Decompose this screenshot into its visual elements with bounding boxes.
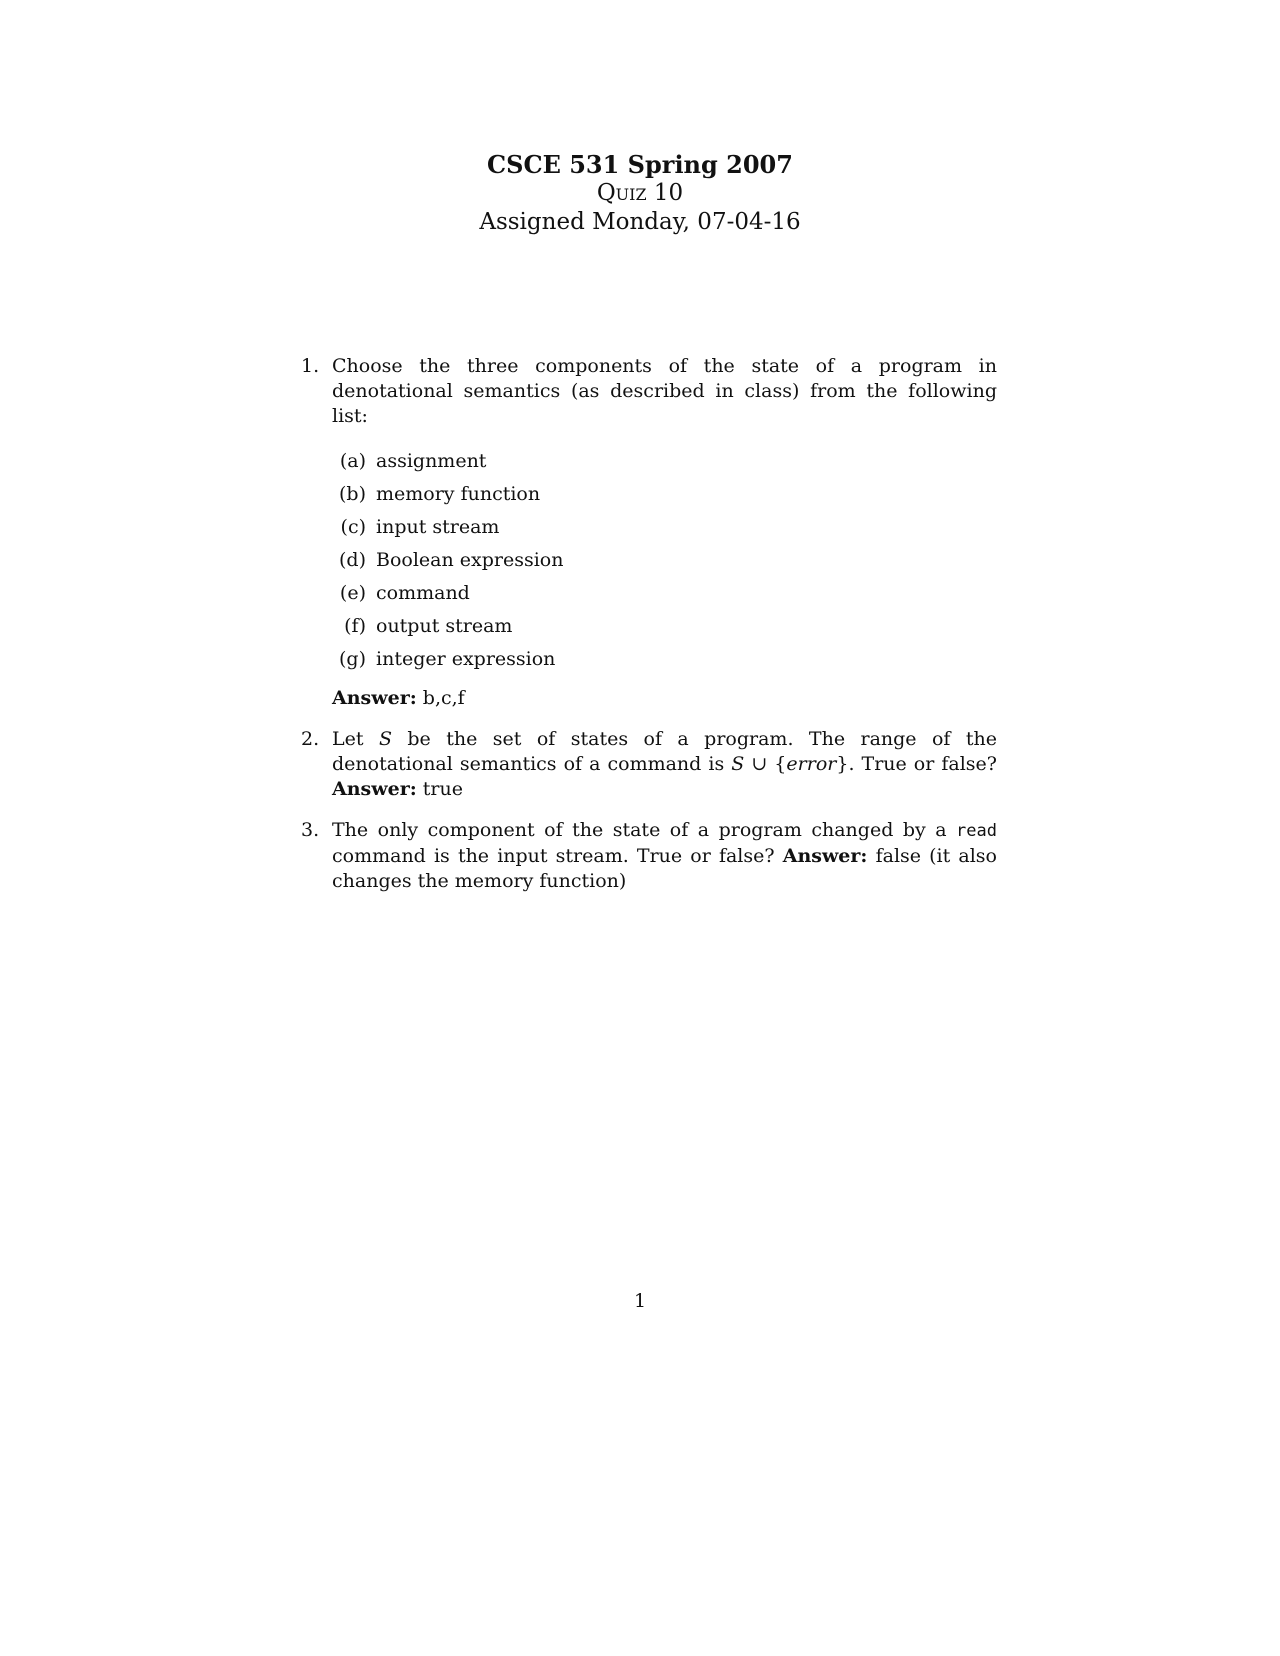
code-read: read — [956, 821, 997, 841]
text-segment: command is the input stream. True or false? — [332, 845, 783, 867]
question-text: Choose the three components of the state of a program in denotational semantics (as described in class) from the following list: — [332, 355, 997, 427]
option-c — [332, 511, 997, 544]
option-text: memory function — [376, 483, 541, 505]
option-g — [332, 643, 997, 676]
answer-text: b,c,f — [422, 687, 465, 709]
question-text — [332, 728, 997, 800]
option-f — [332, 610, 997, 643]
option-b — [332, 478, 997, 511]
option-label: (c) — [340, 516, 366, 538]
document-body — [303, 354, 997, 894]
math-union: ∪ { — [744, 753, 787, 775]
math-close-brace: } — [836, 753, 849, 775]
question-number: 2. — [301, 728, 320, 750]
option-text: input stream — [376, 516, 500, 538]
answer-label: Answer: — [332, 778, 417, 800]
option-text: output stream — [376, 615, 513, 637]
option-label: (a) — [339, 450, 366, 472]
option-d — [332, 544, 997, 577]
course-title: CSCE 531 Spring 2007 — [487, 150, 793, 179]
answer-line — [332, 686, 997, 711]
answer-label: Answer: — [332, 687, 417, 709]
option-label: (b) — [339, 483, 366, 505]
page-number: 1 — [633, 1290, 647, 1312]
option-text: integer expression — [376, 648, 556, 670]
question-number: 1. — [301, 355, 320, 377]
option-label: (f) — [344, 615, 366, 637]
question-1 — [303, 354, 997, 711]
question-list — [303, 354, 997, 894]
math-variable-s: S — [378, 728, 392, 750]
option-text: Boolean expression — [376, 549, 564, 571]
question-3 — [303, 818, 997, 894]
question-number: 3. — [301, 819, 320, 841]
option-label: (e) — [339, 582, 366, 604]
option-a — [332, 445, 997, 478]
text-segment: be the set of states of a program. The range of the denotational semantics of a command is — [332, 728, 997, 775]
option-text: assignment — [376, 450, 487, 472]
answer-text: false (it also changes the memory function) — [332, 845, 997, 892]
option-label: (g) — [339, 648, 366, 670]
question-2 — [303, 727, 997, 802]
option-text: command — [376, 582, 470, 604]
option-list — [332, 445, 997, 676]
answer-text: true — [422, 778, 463, 800]
text-segment: The only component of the state of a program changed by a — [332, 819, 957, 841]
option-label: (d) — [339, 549, 366, 571]
text-segment: Let — [332, 728, 379, 750]
math-error: error — [786, 753, 837, 775]
text-segment: . True or false? — [848, 753, 997, 775]
answer-label: Answer: — [782, 845, 868, 867]
document-header — [0, 150, 1280, 237]
quiz-title: Quiz 10 — [596, 180, 684, 206]
math-variable-s: S — [731, 753, 745, 775]
assigned-date: Assigned Monday, 07-04-16 — [479, 209, 801, 235]
question-text — [332, 819, 997, 892]
option-e — [332, 577, 997, 610]
